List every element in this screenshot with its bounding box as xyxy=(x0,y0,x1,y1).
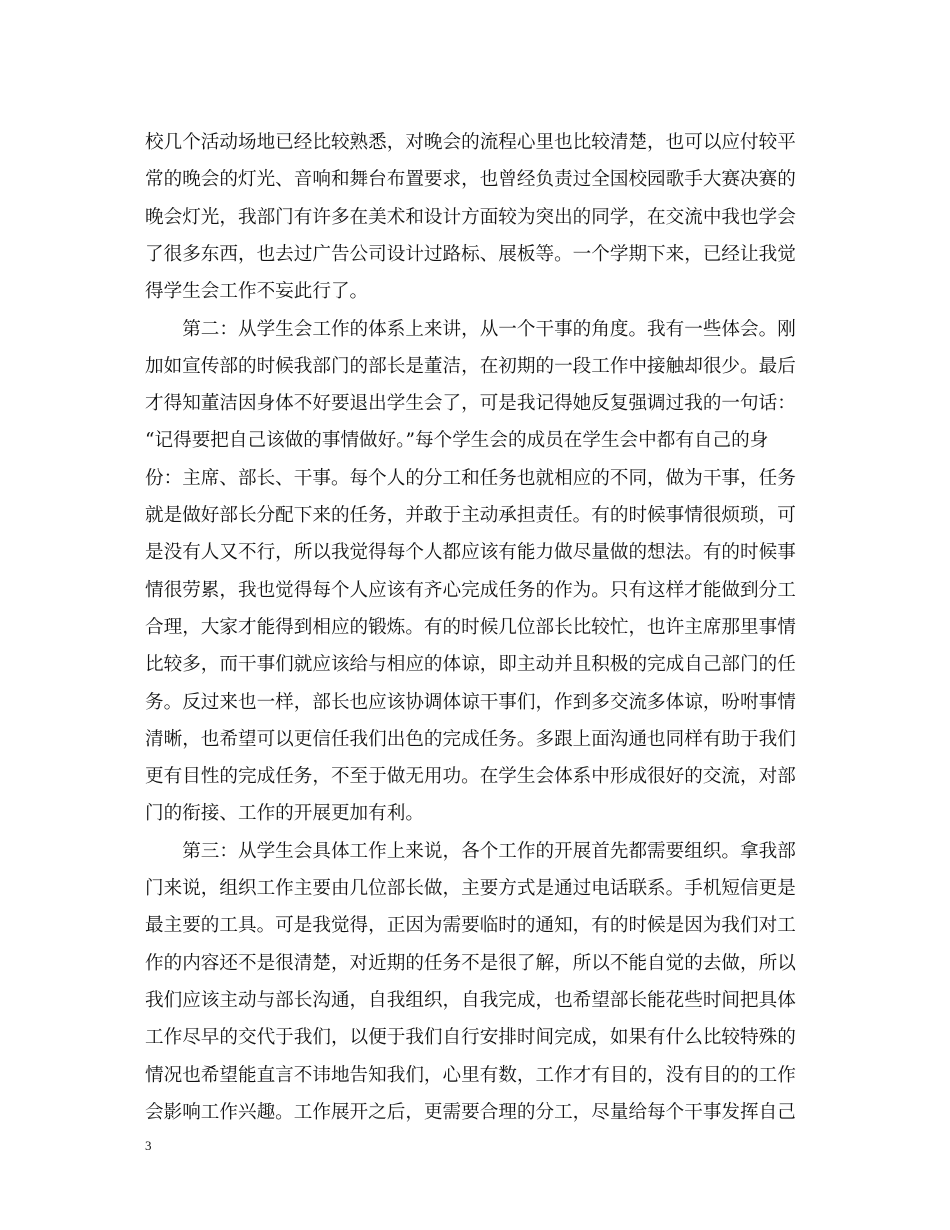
text-line: 是没有人又不行，所以我觉得每个人都应该有能力做尽量做的想法。有的时候事 xyxy=(145,542,796,564)
text-line: 务。反过来也一样，部长也应该协调体谅干事们，作到多交流多体谅，吩咐事情 xyxy=(145,691,796,713)
text-line: 就是做好部长分配下来的任务，并敢于主动承担责任。有的时候事情很烦琐，可 xyxy=(145,505,796,526)
text-line: 校几个活动场地已经比较熟悉，对晚会的流程心里也比较清楚，也可以应付较平 xyxy=(145,132,796,153)
text-line: 加如宣传部的时候我部门的部长是董洁，在初期的一段工作中接触却很少。最后 xyxy=(145,355,796,377)
page-number: 3 xyxy=(145,1138,152,1153)
text-line: 情很劳累，我也觉得每个人应该有齐心完成任务的作为。只有这样才能做到分工 xyxy=(145,579,796,601)
text-line: 合理，大家才能得到相应的锻炼。有的时候几位部长比较忙，也许主席那里事情 xyxy=(145,616,796,638)
text-line: 份：主席、部长、干事。每个人的分工和任务也就相应的不同，做为干事，任务 xyxy=(145,467,796,489)
text-line: 作的内容还不是很清楚，对近期的任务不是很了解，所以不能自觉的去做，所以 xyxy=(145,952,796,974)
text-line: 比较多，而干事们就应该给与相应的体谅，即主动并且积极的完成自己部门的任 xyxy=(145,654,796,676)
text-line: 清晰，也希望可以更信任我们出色的完成任务。多跟上面沟通也同样有助于我们 xyxy=(145,728,796,750)
text-line: 情况也希望能直言不讳地告知我们，心里有数，工作才有目的，没有目的的工作 xyxy=(145,1064,796,1086)
text-line: 最主要的工具。可是我觉得，正因为需要临时的通知，有的时候是因为我们对工 xyxy=(145,915,796,937)
text-line: 门来说，组织工作主要由几位部长做，主要方式是通过电话联系。手机短信更是 xyxy=(145,878,796,899)
text-line: 门的衔接、工作的开展更加有利。 xyxy=(145,803,424,825)
text-line: 得学生会工作不妄此行了。 xyxy=(145,281,369,303)
text-line: 会影响工作兴趣。工作展开之后，更需要合理的分工，尽量给每个干事发挥自己 xyxy=(145,1101,796,1123)
text-line: 第三：从学生会具体工作上来说，各个工作的开展首先都需要组织。拿我部 xyxy=(145,840,796,862)
text-line: 工作尽早的交代于我们，以便于我们自行安排时间完成，如果有什么比较特殊的 xyxy=(145,1027,796,1049)
text-line: 常的晚会的灯光、音响和舞台布置要求，也曾经负责过全国校园歌手大赛决赛的 xyxy=(145,169,796,191)
text-line: “记得要把自己该做的事情做好。”每个学生会的成员在学生会中都有自己的身 xyxy=(145,430,769,452)
text-line: 才得知董洁因身体不好要退出学生会了，可是我记得她反复强调过我的一句话： xyxy=(145,393,796,415)
text-line: 我们应该主动与部长沟通，自我组织，自我完成，也希望部长能花些时间把具体 xyxy=(145,989,796,1011)
text-line: 晚会灯光，我部门有许多在美术和设计方面较为突出的同学，在交流中我也学会 xyxy=(145,206,796,228)
text-line: 了很多东西，也去过广告公司设计过路标、展板等。一个学期下来，已经让我觉 xyxy=(145,243,796,265)
text-line: 更有目性的完成任务，不至于做无用功。在学生会体系中形成很好的交流，对部 xyxy=(145,766,796,788)
text-line: 第二：从学生会工作的体系上来讲，从一个干事的角度。我有一些体会。刚 xyxy=(145,318,796,340)
